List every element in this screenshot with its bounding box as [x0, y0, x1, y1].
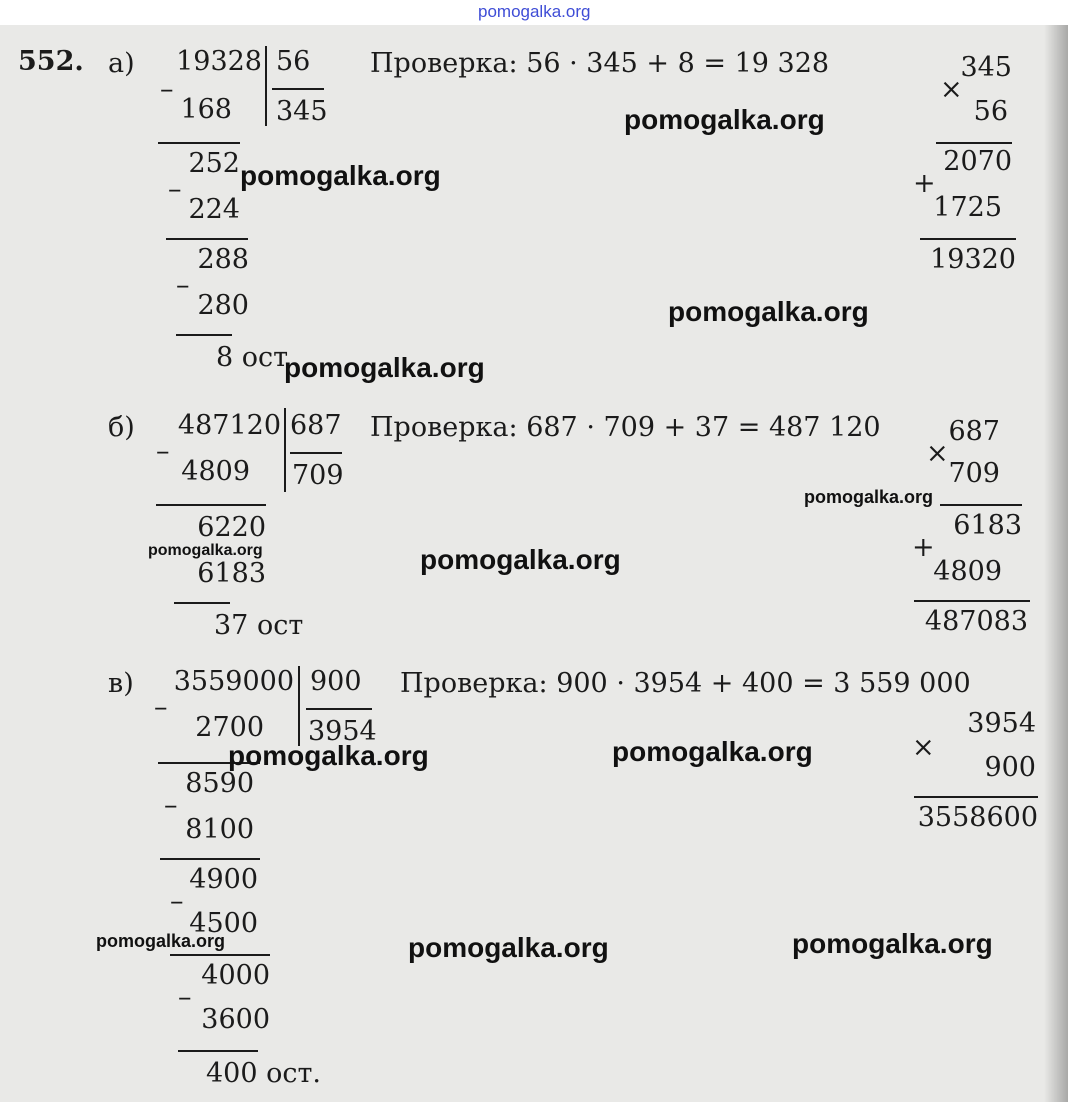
watermark: pomogalka.org	[668, 296, 869, 327]
part-a-line-2	[166, 238, 248, 240]
part-c-mult-result: 3558600	[917, 802, 1038, 833]
part-a-line-3	[176, 334, 232, 336]
watermark: pomogalka.org	[228, 740, 429, 771]
part-c-step-6: 4000	[201, 960, 270, 991]
part-b-minus-1: –	[156, 436, 170, 467]
part-b-divisor: 687	[290, 410, 342, 441]
part-b-remainder: 37 ост	[214, 610, 304, 641]
watermark: pomogalka.org	[420, 544, 621, 575]
part-b-mult-b: 709	[948, 458, 1000, 489]
part-a-plus: +	[913, 168, 936, 199]
part-a-mult-line-2	[920, 238, 1016, 240]
part-a-check: Проверка: 56 · 345 + 8 = 19 328	[370, 48, 830, 79]
part-c-step-1: 2700	[195, 712, 264, 743]
part-b-step-2: 6220	[197, 512, 266, 543]
part-c-minus-2: –	[164, 790, 178, 821]
part-c-step-3: 8100	[185, 814, 254, 845]
part-a-label: а)	[108, 48, 135, 79]
part-c-quotient-line	[306, 708, 372, 710]
part-c-remainder: 400 ост.	[206, 1058, 322, 1089]
part-c-step-4: 4900	[189, 864, 258, 895]
watermark: pomogalka.org	[408, 932, 609, 963]
part-a-step-3: 224	[188, 194, 240, 225]
part-a-quotient: 345	[276, 96, 328, 127]
watermark: pomogalka.org	[96, 931, 226, 951]
watermark: pomogalka.org	[612, 736, 813, 767]
part-a-quotient-line	[272, 88, 324, 90]
watermark: pomogalka.org	[624, 104, 825, 135]
part-b-line-1	[156, 504, 266, 506]
header-site-link[interactable]: pomogalka.org	[478, 2, 591, 21]
part-c-line-2	[160, 858, 260, 860]
part-b-mult-p2: 4809	[933, 556, 1002, 587]
part-a-mult-p2: 1725	[933, 192, 1002, 223]
part-c-mult-b: 900	[984, 752, 1036, 783]
part-c-step-7: 3600	[201, 1004, 270, 1035]
part-c-minus-4: –	[178, 982, 192, 1013]
part-b-label: б)	[108, 412, 135, 443]
part-b-step-1: 4809	[181, 456, 250, 487]
part-c-mult-line	[914, 796, 1038, 798]
part-a-step-5: 280	[197, 290, 249, 321]
part-c-step-5: 4500	[189, 908, 258, 939]
part-a-divisor: 56	[276, 46, 311, 77]
part-c-label: в)	[108, 668, 134, 699]
part-a-minus-1: –	[160, 74, 174, 105]
part-a-mult-line-1	[936, 142, 1012, 144]
part-c-line-4	[178, 1050, 258, 1052]
part-a-step-1: 168	[180, 94, 232, 125]
part-c-quotient: 3954	[308, 716, 377, 747]
watermark: pomogalka.org	[284, 352, 485, 383]
part-a-minus-3: –	[176, 270, 190, 301]
part-b-division-bar	[284, 408, 286, 492]
page-edge-shadow	[1044, 25, 1068, 1102]
part-b-check: Проверка: 687 · 709 + 37 = 487 120	[370, 412, 881, 443]
part-b-times: ×	[926, 438, 949, 469]
part-a-minus-2: –	[168, 174, 182, 205]
part-a-mult-result: 19320	[930, 244, 1016, 275]
part-b-step-3: 6183	[197, 558, 266, 589]
part-c-line-3	[170, 954, 270, 956]
part-c-division-bar	[298, 666, 300, 746]
watermark: pomogalka.org	[792, 928, 993, 959]
part-b-line-2	[174, 602, 230, 604]
part-c-minus-1: –	[154, 692, 168, 723]
part-a-times: ×	[940, 74, 963, 105]
part-a-line-1	[158, 142, 240, 144]
part-a-step-2: 252	[188, 148, 240, 179]
part-a-mult-a: 345	[960, 52, 1012, 83]
part-c-times: ×	[912, 732, 935, 763]
part-c-step-2: 8590	[185, 768, 254, 799]
part-a-step-4: 288	[197, 244, 249, 275]
part-c-minus-3: –	[170, 886, 184, 917]
part-c-divisor: 900	[310, 666, 362, 697]
problem-number: 552.	[18, 46, 84, 77]
part-b-plus: +	[912, 532, 935, 563]
part-c-mult-a: 3954	[967, 708, 1036, 739]
watermark: pomogalka.org	[804, 487, 934, 507]
part-c-dividend: 3559000	[173, 666, 294, 697]
watermark: pomogalka.org	[148, 542, 263, 559]
part-b-mult-p1: 6183	[953, 510, 1022, 541]
part-a-division-bar	[265, 46, 267, 126]
part-a-mult-b: 56	[973, 96, 1008, 127]
part-a-remainder: 8 ост	[216, 342, 289, 373]
part-b-quotient-line	[290, 452, 342, 454]
part-a-mult-p1: 2070	[943, 146, 1012, 177]
part-b-mult-line-2	[914, 600, 1030, 602]
part-b-mult-a: 687	[948, 416, 1000, 447]
part-b-mult-line-1	[940, 504, 1022, 506]
part-b-quotient: 709	[292, 460, 344, 491]
part-a-dividend: 19328	[176, 46, 262, 77]
part-b-mult-result: 487083	[924, 606, 1028, 637]
part-c-check: Проверка: 900 · 3954 + 400 = 3 559 000	[400, 668, 971, 699]
part-b-dividend: 487120	[177, 410, 281, 441]
watermark: pomogalka.org	[240, 160, 441, 191]
